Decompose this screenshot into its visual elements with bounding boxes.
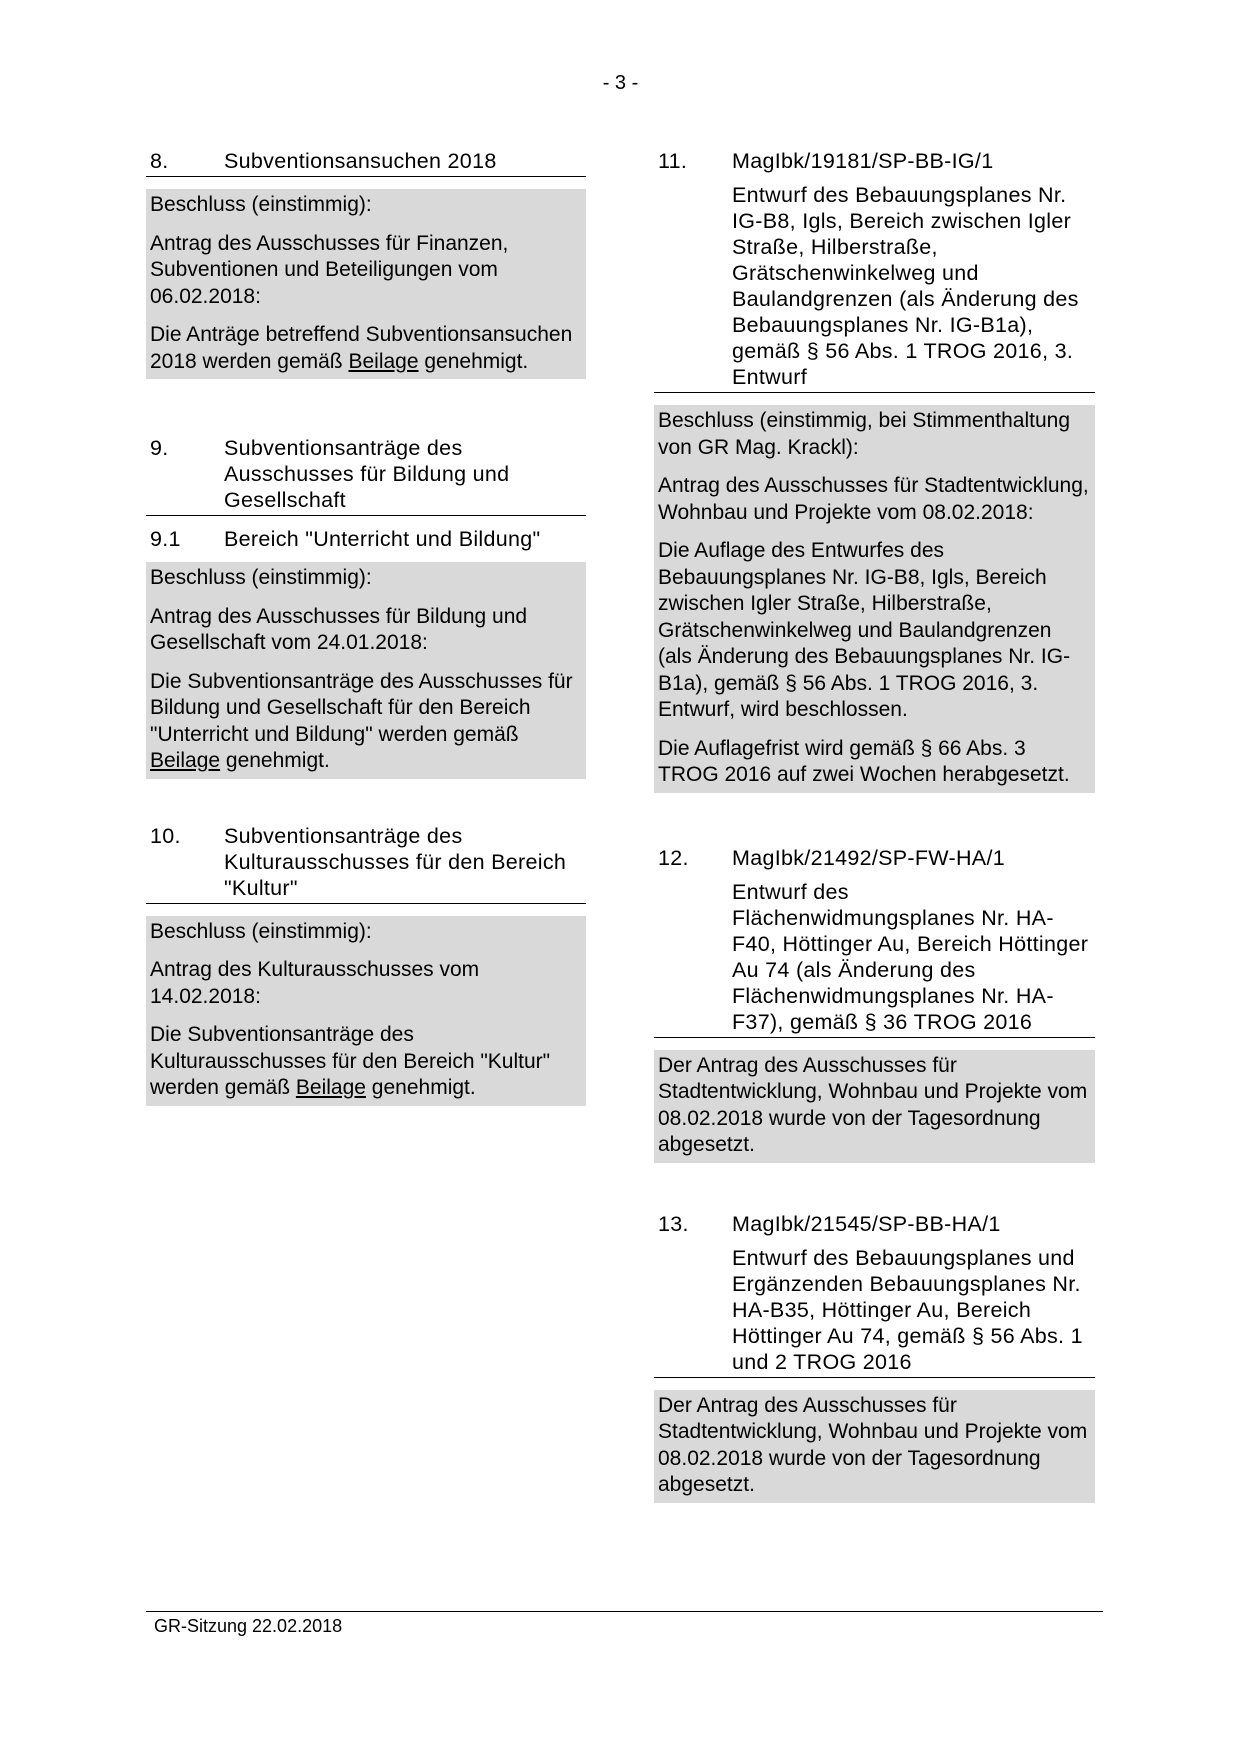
motion-text: Antrag des Kulturausschusses vom 14.02.2018: bbox=[150, 958, 480, 1008]
item-heading bbox=[654, 1211, 1095, 1378]
beilage-link[interactable]: Beilage bbox=[348, 349, 419, 373]
item-heading bbox=[654, 845, 1095, 1038]
right-column bbox=[654, 148, 1095, 1503]
subitem-title: Bereich "Unterricht und Bildung" bbox=[224, 527, 541, 551]
file-reference: MagIbk/19181/SP-BB-IG/1 bbox=[732, 149, 994, 173]
resolution-text-2: Die Auflagefrist wird gemäß § 66 Abs. 3 TROG 2016 auf zwei Wochen herabgesetzt. bbox=[658, 736, 1070, 786]
agenda-item-10 bbox=[146, 823, 586, 1106]
item-number: 8. bbox=[150, 149, 169, 173]
item-number: 9. bbox=[150, 436, 169, 460]
motion-text: Antrag des Ausschusses für Stadtentwicklung, Wohnbau und Projekte vom 08.02.2018: bbox=[658, 474, 1089, 524]
item-number: 11. bbox=[658, 149, 688, 173]
motion-text: Antrag des Ausschusses für Bildung und Gesellschaft vom 24.01.2018: bbox=[150, 604, 528, 654]
decision-label: Beschluss (einstimmig): bbox=[150, 566, 372, 589]
result-text: Der Antrag des Ausschusses für Stadtentwicklung, Wohnbau und Projekte vom 08.02.2018 wurde von der Tagesordnung abgesetzt. bbox=[658, 1393, 1088, 1496]
agenda-item-11 bbox=[654, 148, 1095, 793]
result-box bbox=[654, 1050, 1095, 1163]
resolution-text: Die Auflage des Entwurfes des Bebauungsplanes Nr. IG-B8, Igls, Bereich zwischen Igler Straße, Hilberstraße, Grätschenwinkelweg und Baulandgrenzen (als Änderung des Bebauungsplanes Nr. IG-B1a), gemäß § 56 Abs. 1 TROG 2016, 3. Entwurf, wird beschlossen. bbox=[658, 539, 1071, 721]
item-number: 13. bbox=[658, 1211, 689, 1236]
agenda-item-12 bbox=[654, 845, 1095, 1163]
item-description: Entwurf des Bebauungsplanes und Ergänzenden Bebauungsplanes Nr. HA-B35, Höttinger Au, Bereich Höttinger Au 74, gemäß § 56 Abs. 1 und 2 TROG 2016 bbox=[732, 1245, 1083, 1374]
resolution-text: Die Subventionsanträge des Kulturausschusses für den Bereich "Kultur" werden gemäß Beilage genehmigt. bbox=[150, 1023, 551, 1099]
decision-box bbox=[654, 405, 1095, 793]
subitem-number: 9.1 bbox=[150, 527, 181, 551]
agenda-item-9 bbox=[146, 435, 586, 779]
item-number: 10. bbox=[150, 823, 181, 848]
left-column bbox=[146, 148, 586, 1106]
subitem-heading bbox=[146, 526, 586, 554]
file-reference: MagIbk/21545/SP-BB-HA/1 bbox=[732, 1211, 1001, 1236]
resolution-text: Die Subventionsanträge des Ausschusses für Bildung und Gesellschaft für den Bereich "Unterricht und Bildung" werden gemäß Beilage genehmigt. bbox=[150, 669, 573, 772]
item-title: Subventionsansuchen 2018 bbox=[224, 149, 497, 173]
item-title: Subventionsanträge des Kulturausschusses für den Bereich "Kultur" bbox=[224, 823, 567, 900]
item-title bbox=[732, 148, 1091, 390]
decision-label: Beschluss (einstimmig): bbox=[150, 193, 372, 216]
item-title bbox=[732, 1211, 1091, 1375]
item-title: Subventionsanträge des Ausschusses für Bildung und Gesellschaft bbox=[224, 436, 510, 512]
decision-label: Beschluss (einstimmig): bbox=[150, 919, 372, 943]
decision-box bbox=[146, 916, 586, 1106]
decision-box bbox=[146, 562, 586, 779]
result-text: Der Antrag des Ausschusses für Stadtentwicklung, Wohnbau und Projekte vom 08.02.2018 wurde von der Tagesordnung abgesetzt. bbox=[658, 1053, 1088, 1156]
footer bbox=[146, 1611, 1103, 1637]
item-heading bbox=[654, 148, 1095, 393]
item-heading bbox=[146, 148, 586, 177]
item-number: 12. bbox=[658, 845, 689, 870]
beilage-link[interactable]: Beilage bbox=[295, 1076, 366, 1099]
item-description: Entwurf des Bebauungsplanes Nr. IG-B8, Igls, Bereich zwischen Igler Straße, Hilberstraße, Grätschenwinkelweg und Baulandgrenzen (als Änderung des Bebauungsplanes Nr. IG-B1a), gemäß § 56 Abs. 1 TROG 2016, 3. Entwurf bbox=[732, 183, 1079, 389]
motion-text: Antrag des Ausschusses für Finanzen, Subventionen und Beteiligungen vom 06.02.2018: bbox=[150, 231, 509, 308]
file-reference: MagIbk/21492/SP-FW-HA/1 bbox=[732, 845, 1005, 870]
page-number: - 3 - bbox=[602, 72, 639, 94]
decision-label: Beschluss (einstimmig, bei Stimmenthaltung von GR Mag. Krackl): bbox=[658, 409, 1071, 459]
item-title bbox=[732, 845, 1091, 1035]
agenda-item-13 bbox=[654, 1211, 1095, 1503]
resolution-text: Die Anträge betreffend Subventionsansuchen 2018 werden gemäß Beilage genehmigt. bbox=[150, 323, 573, 373]
result-box bbox=[654, 1390, 1095, 1503]
footer-text: GR-Sitzung 22.02.2018 bbox=[154, 1616, 343, 1636]
decision-box bbox=[146, 189, 586, 379]
item-heading bbox=[146, 823, 586, 904]
agenda-item-8 bbox=[146, 148, 586, 379]
item-heading bbox=[146, 435, 586, 516]
item-description: Entwurf des Flächenwidmungsplanes Nr. HA-F40, Höttinger Au, Bereich Höttinger Au 74 (als Änderung des Flächenwidmungsplanes Nr. HA-F37), gemäß § 36 TROG 2016 bbox=[732, 879, 1089, 1034]
beilage-link[interactable]: Beilage bbox=[150, 749, 221, 772]
